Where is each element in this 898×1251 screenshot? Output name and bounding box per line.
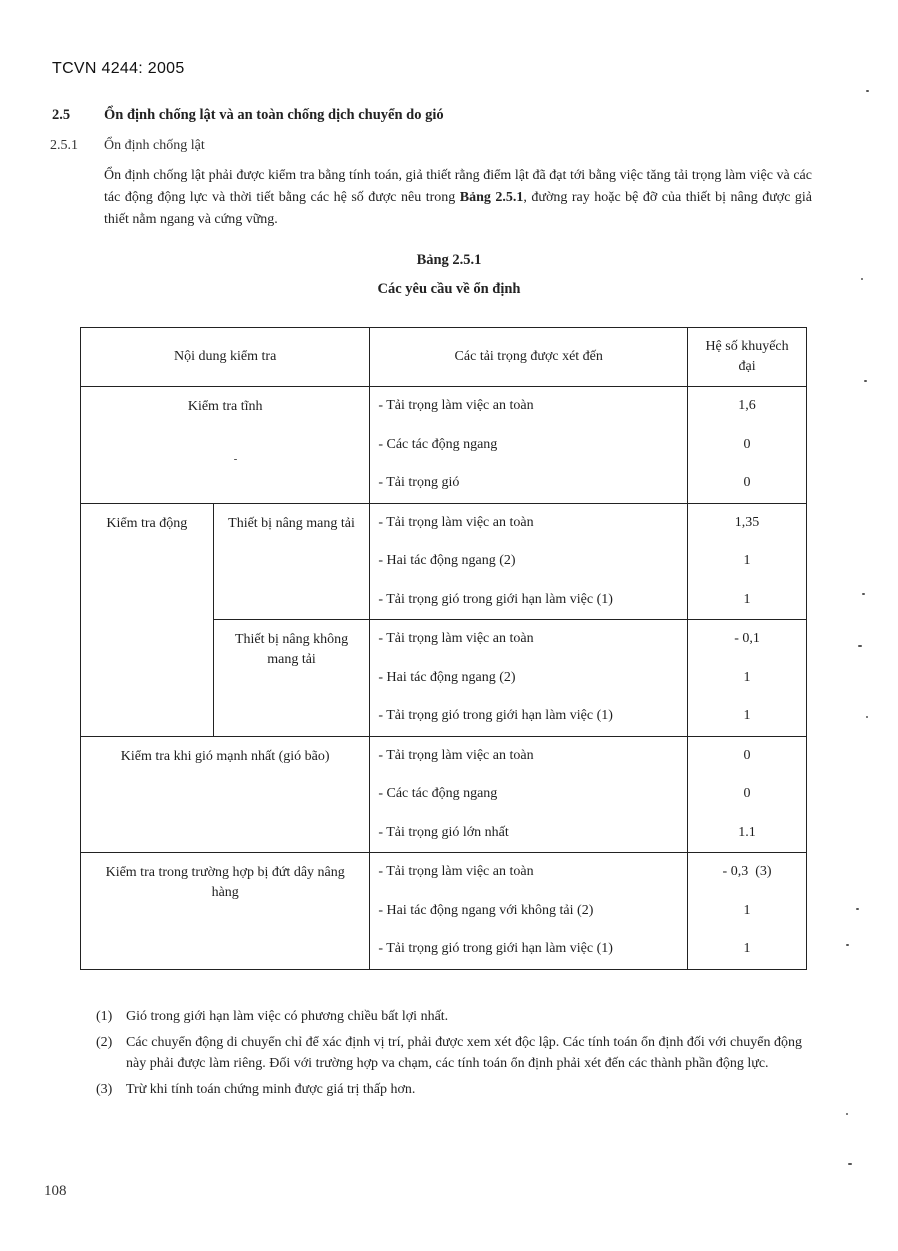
load-item: - Các tác động ngang — [378, 786, 498, 801]
table-row — [81, 736, 807, 853]
check-cell: Kiểm tra trong trường hợp bị đứt dây nâng hàng — [81, 853, 370, 970]
loads-cell — [370, 736, 688, 853]
factor-value: 0 — [743, 786, 751, 801]
scan-speck — [856, 908, 859, 910]
scan-speck — [846, 944, 849, 946]
footnote — [96, 1032, 808, 1074]
factor-value: 1 — [743, 669, 751, 685]
factor-value: 1 — [743, 591, 751, 607]
load-item: - Tải trọng gió trong giới hạn làm việc (1) — [378, 591, 613, 607]
scan-speck — [866, 716, 868, 718]
load-item: - Tải trọng làm việc an toàn — [378, 514, 534, 530]
footnote-text: Các chuyển động di chuyển chỉ để xác định vị trí, phải được xem xét độc lập. Các tính toán ổn định đối với chuyển động này phải được làm riêng. Đối với trường hợp va chạm, các tính toán ổn định phải xét đến các thành phần động lực. — [126, 1035, 802, 1071]
table-reference: Bảng 2.5.1 — [459, 190, 524, 205]
load-item: - Tải trọng gió lớn nhất — [378, 824, 509, 840]
loads-cell — [370, 387, 688, 504]
loads-cell — [370, 620, 688, 737]
section-number: 2.5 — [52, 107, 71, 123]
paragraph-text-1: Ổn định chống lật phải được kiểm tra bằng tính toán, giả thiết rằng điểm lật đã đạt tới bằng việc tăng tải trọng làm việc và các tác động động lực và thời tiết bằng các hệ số được nêu trong — [104, 168, 812, 205]
table-row — [81, 853, 807, 970]
load-item: - Tải trọng làm việc an toàn — [378, 864, 534, 879]
table-header-row — [81, 328, 807, 387]
factor-value: - 0,3 (3) — [722, 864, 772, 879]
footnote-marker: (2) — [96, 1035, 113, 1050]
factor-value: 1.1 — [738, 824, 756, 840]
footnote — [96, 1079, 808, 1100]
header-factor: Hệ số khuyếch đại — [688, 328, 807, 387]
footnotes — [96, 1006, 808, 1105]
footnote-marker: (1) — [96, 1009, 113, 1024]
condition-cell: Thiết bị nâng mang tải — [213, 503, 370, 620]
loads-cell — [370, 853, 688, 970]
footnote-marker: (3) — [96, 1082, 113, 1097]
scan-speck — [862, 593, 865, 595]
condition-cell: Thiết bị nâng không mang tải — [213, 620, 370, 737]
subsection-title: Ổn định chống lật — [104, 138, 205, 153]
load-item: - Hai tác động ngang (2) — [378, 553, 516, 568]
table-row — [81, 503, 807, 620]
scan-speck — [864, 380, 867, 382]
factor-value: 0 — [743, 475, 751, 490]
load-item: - Tải trọng gió trong giới hạn làm việc (1) — [378, 941, 613, 956]
section-title: Ổn định chống lật và an toàn chống dịch chuyển do gió — [104, 107, 444, 123]
scan-speck — [234, 459, 237, 460]
load-item: - Tải trọng làm việc an toàn — [378, 747, 534, 763]
load-item: - Tải trọng làm việc an toàn — [378, 398, 534, 413]
scan-speck — [866, 90, 869, 92]
check-cell: Kiểm tra động — [81, 503, 214, 736]
paragraph-text-2: , đường ray hoặc bệ đỡ của thiết bị nâng được giả thiết nằm ngang và cứng vững. — [104, 190, 813, 227]
load-item: - Tải trọng làm việc an toàn — [378, 631, 534, 646]
table-row — [81, 387, 807, 504]
load-item: - Hai tác động ngang với không tải (2) — [378, 902, 594, 918]
factor-value: 0 — [743, 436, 751, 452]
check-cell: Kiểm tra khi gió mạnh nhất (gió bão) — [81, 736, 370, 853]
header-check: Nội dung kiểm tra — [81, 328, 370, 387]
header-loads: Các tải trọng được xét đến — [370, 328, 688, 387]
load-item: - Hai tác động ngang (2) — [378, 669, 516, 685]
factors-cell — [688, 620, 807, 737]
standard-code: TCVN 4244: 2005 — [52, 60, 185, 77]
factor-value: 1,35 — [734, 514, 760, 530]
scan-speck — [858, 645, 862, 647]
factors-cell — [688, 736, 807, 853]
check-cell: Kiểm tra tĩnh — [81, 387, 370, 504]
loads-cell — [370, 503, 688, 620]
scan-speck — [848, 1163, 852, 1165]
load-item: - Các tác động ngang — [378, 436, 498, 452]
factors-cell — [688, 387, 807, 504]
factor-value: 0 — [743, 747, 751, 763]
factor-value: 1 — [743, 941, 751, 956]
footnote — [96, 1006, 808, 1027]
factor-value: - 0,1 — [734, 631, 760, 646]
factors-cell — [688, 503, 807, 620]
table-number: Bảng 2.5.1 — [416, 252, 482, 268]
factors-cell — [688, 853, 807, 970]
body-paragraph — [104, 165, 812, 231]
factor-value: 1 — [743, 902, 751, 918]
load-item: - Tải trọng gió — [378, 475, 460, 490]
scan-speck — [861, 278, 863, 280]
factor-value: 1,6 — [738, 398, 756, 413]
factor-value: 1 — [743, 553, 751, 568]
page-number: 108 — [44, 1183, 67, 1199]
footnote-text: Gió trong giới hạn làm việc có phương chiều bất lợi nhất. — [126, 1009, 449, 1024]
subsection-number: 2.5.1 — [50, 138, 78, 153]
factor-value: 1 — [743, 708, 751, 723]
stability-requirements-table — [80, 327, 807, 970]
footnote-text: Trừ khi tính toán chứng minh được giá trị thấp hơn. — [126, 1082, 416, 1097]
table-title: Các yêu cầu về ổn định — [377, 281, 521, 297]
load-item: - Tải trọng gió trong giới hạn làm việc (1) — [378, 708, 613, 723]
scan-speck — [846, 1113, 848, 1115]
